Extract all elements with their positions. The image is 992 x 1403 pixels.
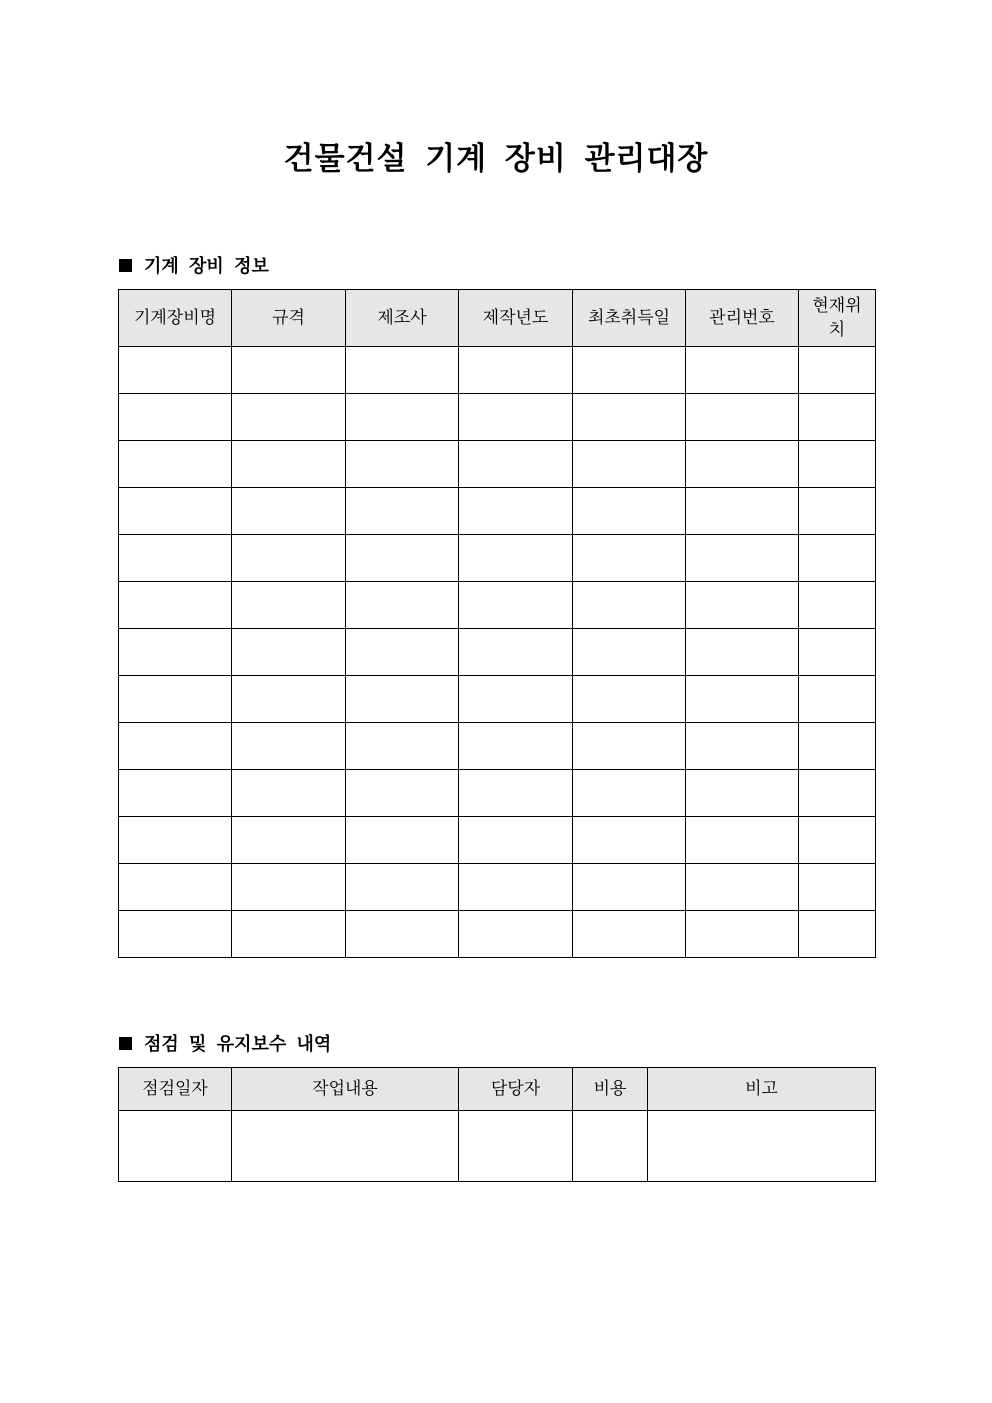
equipment-row	[119, 488, 876, 535]
table-cell[interactable]	[346, 441, 459, 488]
table-cell[interactable]	[119, 770, 232, 817]
maintenance-table	[118, 1067, 876, 1182]
table-cell[interactable]	[799, 911, 876, 958]
table-cell[interactable]	[686, 582, 799, 629]
table-cell[interactable]	[119, 676, 232, 723]
table-cell[interactable]	[459, 911, 573, 958]
equipment-table	[118, 289, 876, 958]
table-cell[interactable]	[799, 441, 876, 488]
table-cell[interactable]	[346, 629, 459, 676]
table-cell[interactable]	[232, 817, 346, 864]
table-cell[interactable]	[799, 864, 876, 911]
table-cell[interactable]	[573, 394, 686, 441]
column-header-remarks: 비고	[648, 1068, 876, 1111]
equipment-row	[119, 864, 876, 911]
table-cell[interactable]	[232, 629, 346, 676]
table-cell[interactable]	[232, 535, 346, 582]
table-cell[interactable]	[648, 1111, 876, 1182]
maintenance-row	[119, 1111, 876, 1182]
table-cell[interactable]	[573, 582, 686, 629]
table-cell[interactable]	[686, 441, 799, 488]
maintenance-section-heading-text: 점검 및 유지보수 내역	[144, 1034, 332, 1055]
maintenance-table-body	[119, 1111, 876, 1182]
table-cell[interactable]	[346, 817, 459, 864]
table-cell[interactable]	[799, 394, 876, 441]
table-cell[interactable]	[232, 488, 346, 535]
equipment-table-body	[119, 347, 876, 958]
table-cell[interactable]	[232, 347, 346, 394]
table-cell[interactable]	[346, 911, 459, 958]
table-cell[interactable]	[232, 582, 346, 629]
table-cell[interactable]	[346, 723, 459, 770]
table-cell[interactable]	[232, 394, 346, 441]
table-cell[interactable]	[799, 723, 876, 770]
table-cell[interactable]	[119, 535, 232, 582]
table-cell[interactable]	[573, 1111, 648, 1182]
table-cell[interactable]	[119, 864, 232, 911]
table-cell[interactable]	[119, 394, 232, 441]
column-header-manufacturer: 제조사	[346, 290, 459, 347]
table-cell[interactable]	[573, 723, 686, 770]
table-cell[interactable]	[573, 535, 686, 582]
table-cell[interactable]	[346, 535, 459, 582]
table-cell[interactable]	[232, 676, 346, 723]
equipment-section-heading	[119, 252, 269, 278]
table-cell[interactable]	[459, 723, 573, 770]
table-cell[interactable]	[459, 676, 573, 723]
equipment-row	[119, 817, 876, 864]
table-cell[interactable]	[686, 394, 799, 441]
equipment-header-row	[119, 290, 876, 347]
table-cell[interactable]	[119, 723, 232, 770]
table-cell[interactable]	[459, 488, 573, 535]
table-cell[interactable]	[346, 770, 459, 817]
equipment-row	[119, 723, 876, 770]
table-cell[interactable]	[459, 582, 573, 629]
equipment-row	[119, 676, 876, 723]
column-header-current-location: 현재위치	[799, 290, 876, 347]
table-cell[interactable]	[459, 347, 573, 394]
table-cell[interactable]	[459, 629, 573, 676]
table-cell[interactable]	[573, 817, 686, 864]
table-cell[interactable]	[119, 488, 232, 535]
table-cell[interactable]	[573, 911, 686, 958]
table-cell[interactable]	[459, 770, 573, 817]
equipment-section-heading-text: 기계 장비 정보	[144, 256, 269, 277]
table-cell[interactable]	[459, 441, 573, 488]
maintenance-section-heading	[119, 1030, 331, 1056]
equipment-row	[119, 770, 876, 817]
table-cell[interactable]	[686, 864, 799, 911]
table-cell[interactable]	[232, 864, 346, 911]
table-cell[interactable]	[799, 535, 876, 582]
equipment-row	[119, 582, 876, 629]
table-cell[interactable]	[119, 911, 232, 958]
square-bullet-icon	[119, 259, 132, 272]
equipment-row	[119, 347, 876, 394]
table-cell[interactable]	[686, 535, 799, 582]
table-cell[interactable]	[573, 676, 686, 723]
table-cell[interactable]	[686, 723, 799, 770]
equipment-row	[119, 535, 876, 582]
table-cell[interactable]	[119, 441, 232, 488]
table-cell[interactable]	[119, 817, 232, 864]
table-cell[interactable]	[346, 864, 459, 911]
table-cell[interactable]	[232, 911, 346, 958]
column-header-work-content: 작업내용	[232, 1068, 459, 1111]
table-cell[interactable]	[346, 582, 459, 629]
document-title: 건물건설 기계 장비 관리대장	[283, 141, 709, 177]
table-cell[interactable]	[346, 347, 459, 394]
column-header-inspection-date: 점검일자	[119, 1068, 232, 1111]
table-cell[interactable]	[232, 441, 346, 488]
table-cell[interactable]	[686, 347, 799, 394]
table-cell[interactable]	[686, 770, 799, 817]
column-header-person-in-charge: 담당자	[459, 1068, 573, 1111]
maintenance-header-row	[119, 1068, 876, 1111]
table-cell[interactable]	[119, 629, 232, 676]
table-cell[interactable]	[232, 770, 346, 817]
table-cell[interactable]	[686, 629, 799, 676]
table-cell[interactable]	[686, 488, 799, 535]
table-cell[interactable]	[573, 488, 686, 535]
table-cell[interactable]	[119, 1111, 232, 1182]
table-cell[interactable]	[686, 817, 799, 864]
column-header-spec: 규격	[232, 290, 346, 347]
table-cell[interactable]	[573, 770, 686, 817]
table-cell[interactable]	[119, 347, 232, 394]
column-header-manufacture-year: 제작년도	[459, 290, 573, 347]
column-header-management-number: 관리번호	[686, 290, 799, 347]
table-cell[interactable]	[573, 347, 686, 394]
column-header-equipment-name: 기계장비명	[119, 290, 232, 347]
table-cell[interactable]	[686, 676, 799, 723]
column-header-first-acquisition-date: 최초취득일	[573, 290, 686, 347]
table-cell[interactable]	[459, 394, 573, 441]
table-cell[interactable]	[346, 676, 459, 723]
table-cell[interactable]	[573, 629, 686, 676]
table-cell[interactable]	[799, 770, 876, 817]
equipment-row	[119, 629, 876, 676]
table-cell[interactable]	[799, 817, 876, 864]
column-header-cost: 비용	[573, 1068, 648, 1111]
table-cell[interactable]	[346, 488, 459, 535]
table-cell[interactable]	[573, 864, 686, 911]
equipment-row	[119, 394, 876, 441]
table-cell[interactable]	[459, 535, 573, 582]
table-cell[interactable]	[799, 488, 876, 535]
table-cell[interactable]	[799, 629, 876, 676]
table-cell[interactable]	[573, 441, 686, 488]
table-cell[interactable]	[459, 864, 573, 911]
table-cell[interactable]	[232, 723, 346, 770]
square-bullet-icon	[119, 1037, 132, 1050]
table-cell[interactable]	[459, 817, 573, 864]
table-cell[interactable]	[346, 394, 459, 441]
table-cell[interactable]	[459, 1111, 573, 1182]
table-cell[interactable]	[119, 582, 232, 629]
table-cell[interactable]	[232, 1111, 459, 1182]
table-cell[interactable]	[799, 676, 876, 723]
table-cell[interactable]	[686, 911, 799, 958]
table-cell[interactable]	[799, 347, 876, 394]
table-cell[interactable]	[799, 582, 876, 629]
equipment-row	[119, 911, 876, 958]
equipment-row	[119, 441, 876, 488]
